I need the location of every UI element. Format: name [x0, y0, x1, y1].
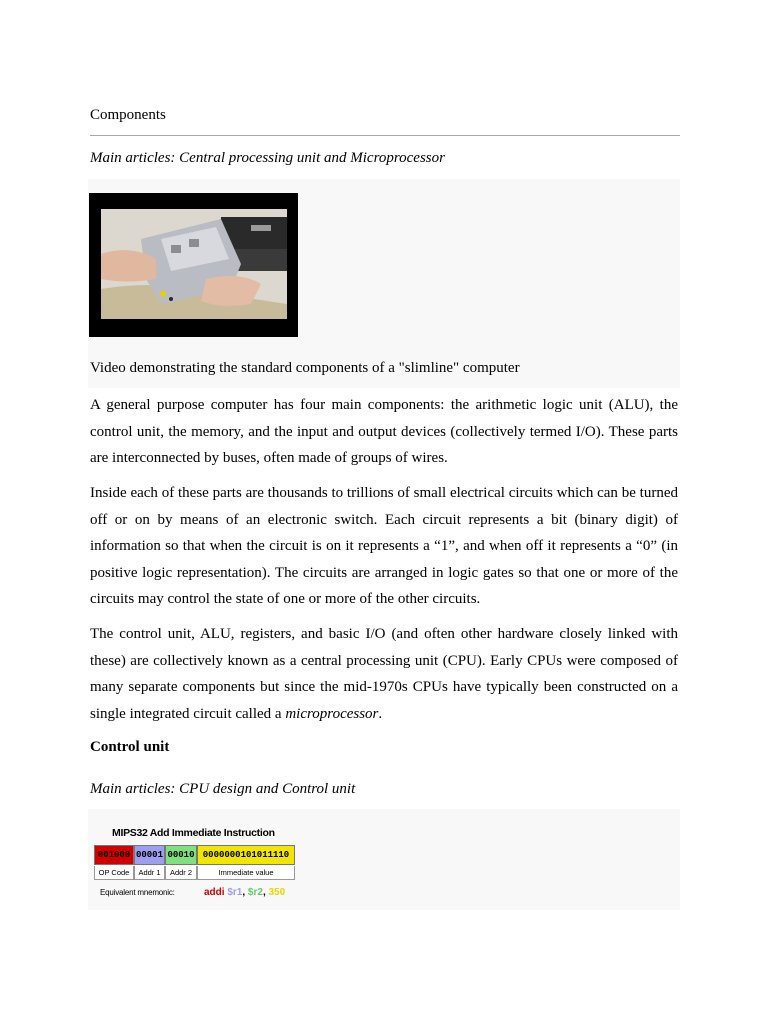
opcode-label: OP Code: [94, 866, 134, 880]
addr2-bits: 00010: [165, 845, 197, 865]
paragraph-cpu-end: .: [378, 705, 383, 722]
video-player[interactable]: [89, 193, 298, 337]
addr1-bits: 00001: [134, 845, 165, 865]
mips-figure: [88, 809, 680, 910]
mips-bit-fields: [94, 845, 295, 865]
video-figure: [88, 179, 680, 388]
main-articles-link-1[interactable]: Main articles: Central processing unit and Microprocessor: [90, 150, 445, 166]
mnemonic-r2: $r2: [247, 887, 263, 898]
main-articles-link-2[interactable]: Main articles: CPU design and Control unit: [90, 781, 356, 797]
addr1-label: Addr 1: [134, 866, 165, 880]
video-frame: [101, 209, 287, 319]
heading-rule: [90, 135, 680, 136]
opcode-bits: 001000: [94, 845, 134, 865]
paragraph-circuits: Inside each of these parts are thousands to trillions of small electrical circuits which can be turned off or on by means of an electronic switch. Each circuit represents a bit (binary digit) of information so that when the circuit is on it represents a “1”, and when off it represents a “0” (in positive logic representation). The circuits are arranged in logic gates so that one or more of the circuits may control the state of one or more of the other circuits.: [90, 485, 678, 608]
immediate-bits: 0000000101011110: [197, 845, 295, 865]
control-unit-heading: Control unit: [90, 739, 170, 755]
mips-field-labels: [94, 866, 295, 880]
mips-title: MIPS32 Add Immediate Instruction: [112, 827, 275, 839]
mnemonic-op: addi: [204, 887, 225, 898]
mnemonic-label: Equivalent mnemonic:: [100, 888, 175, 897]
video-caption: Video demonstrating the standard components of a "slimline" computer: [90, 360, 520, 376]
section-heading: Components: [90, 107, 166, 123]
mnemonic: [204, 887, 285, 898]
mnemonic-r1: $r1: [227, 887, 243, 898]
video-still-image: [101, 209, 287, 319]
mnemonic-imm: 350: [268, 887, 286, 898]
addr2-label: Addr 2: [165, 866, 197, 880]
mnemonic-sep-1: ,: [242, 887, 246, 898]
paragraph-cpu: [90, 621, 678, 727]
paragraph-components: A general purpose computer has four main components: the arithmetic logic unit (ALU), the control unit, the memory, and the input and output devices (collectively termed I/O). These parts are interconnected by buses, often made of groups of wires.: [90, 397, 678, 467]
mnemonic-sep-2: ,: [262, 887, 266, 898]
paragraph-cpu-text: The control unit, ALU, registers, and basic I/O (and often other hardware closely linked with these) are collectively known as a central processing unit (CPU). Early CPUs were composed of many separate components but since the mid-1970s CPUs have typically been constructed on a single integrated circuit called a: [90, 626, 678, 722]
microprocessor-term: microprocessor: [285, 705, 379, 722]
immediate-label: Immediate value: [197, 866, 295, 880]
